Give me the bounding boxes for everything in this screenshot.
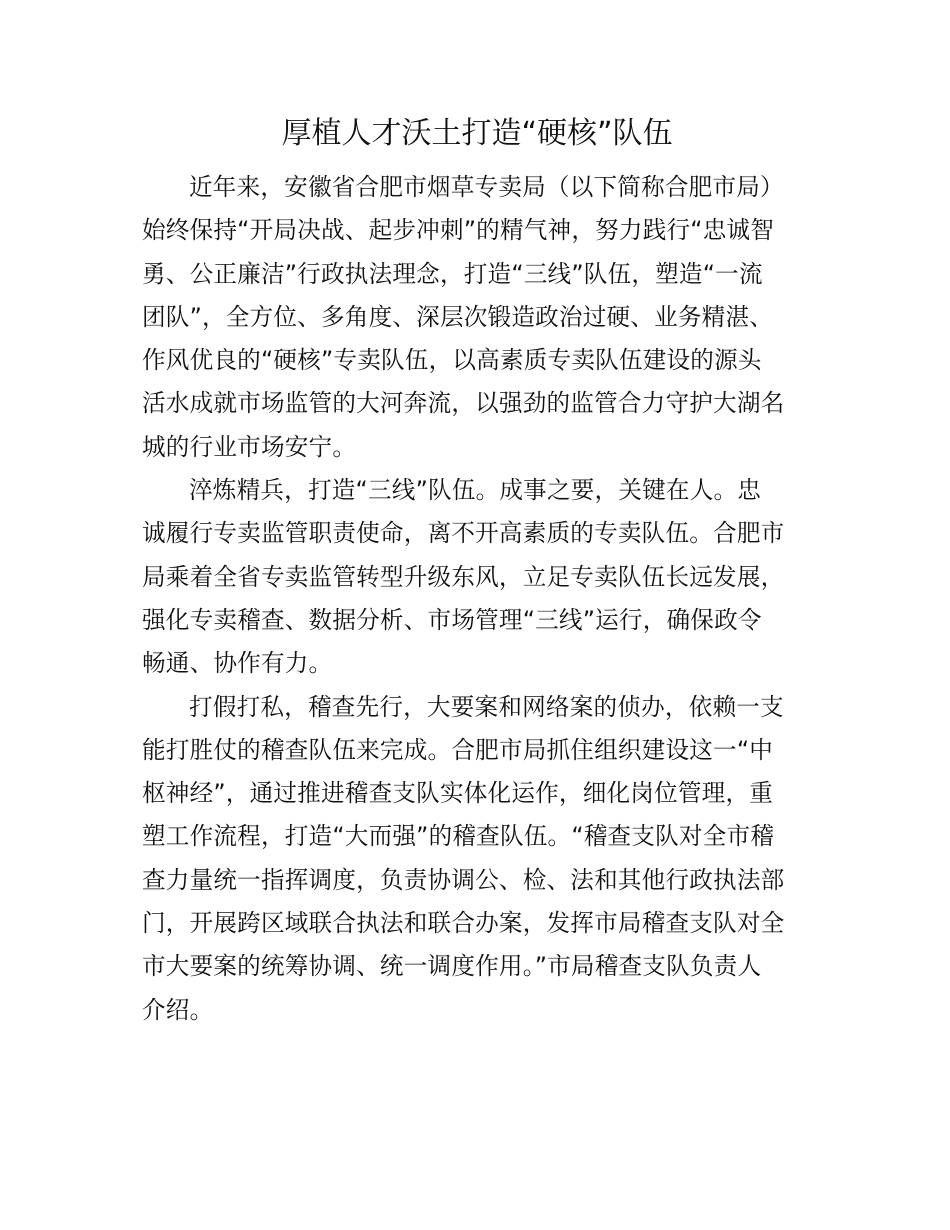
- paragraph-line: 打假打私，稽查先行，大要案和网络案的侦办，依赖一支: [189, 692, 784, 721]
- paragraph-line: 枢神经”，通过推进稽查支队实体化运作，细化岗位管理，重: [142, 779, 774, 808]
- paragraph-line: 门，开展跨区域联合执法和联合办案，发挥市局稽查支队对全: [142, 909, 785, 938]
- paragraph-line: 勇、公正廉洁”行政执法理念，打造“三线”队伍，塑造“一流: [142, 259, 763, 288]
- paragraph-line: 始终保持“开局决战、起步冲刺”的精气神，努力践行“忠诚智: [142, 216, 775, 245]
- paragraph-line: 近年来，安徽省合肥市烟草专卖局（以下简称合肥市局）: [189, 173, 784, 201]
- paragraph-line: 团队”，全方位、多角度、深层次锻造政治过硬、业务精湛、: [142, 302, 774, 331]
- paragraph-line: 介绍。: [142, 995, 214, 1024]
- paragraph-line: 市大要案的统筹协调、统一调度作用。”市局稽查支队负责人: [142, 952, 762, 981]
- paragraph-line: 畅通、协作有力。: [142, 649, 333, 678]
- paragraph-three-lines-team: [142, 469, 812, 685]
- document-page: [142, 112, 812, 1032]
- paragraph-line: 城的行业市场安宁。: [142, 432, 357, 461]
- paragraph-line: 局乘着全省专卖监管转型升级东风，立足专卖队伍长远发展，: [142, 562, 785, 591]
- document-title: 厚植人才沃土打造“硬核”队伍: [281, 116, 673, 151]
- paragraph-line: 淬炼精兵，打造“三线”队伍。成事之要，关键在人。忠: [189, 476, 762, 505]
- paragraph-line: 活水成就市场监管的大河奔流，以强劲的监管合力守护大湖名: [142, 389, 785, 418]
- paragraph-line: 塑工作流程，打造“大而强”的稽查队伍。“稽查支队对全市稽: [142, 822, 775, 851]
- paragraph-inspection-team: [142, 686, 812, 1032]
- paragraph-intro: [142, 166, 812, 469]
- paragraph-line: 能打胜仗的稽查队伍来完成。合肥市局抓住组织建设这一“中: [142, 735, 774, 764]
- paragraph-line: 强化专卖稽查、数据分析、市场管理“三线”运行，确保政令: [142, 605, 762, 634]
- paragraph-line: 作风优良的“硬核”专卖队伍，以高素质专卖队伍建设的源头: [142, 346, 762, 375]
- paragraph-line: 诚履行专卖监管职责使命，离不开高素质的专卖队伍。合肥市: [142, 519, 785, 548]
- paragraph-line: 查力量统一指挥调度，负责协调公、检、法和其他行政执法部: [142, 865, 785, 894]
